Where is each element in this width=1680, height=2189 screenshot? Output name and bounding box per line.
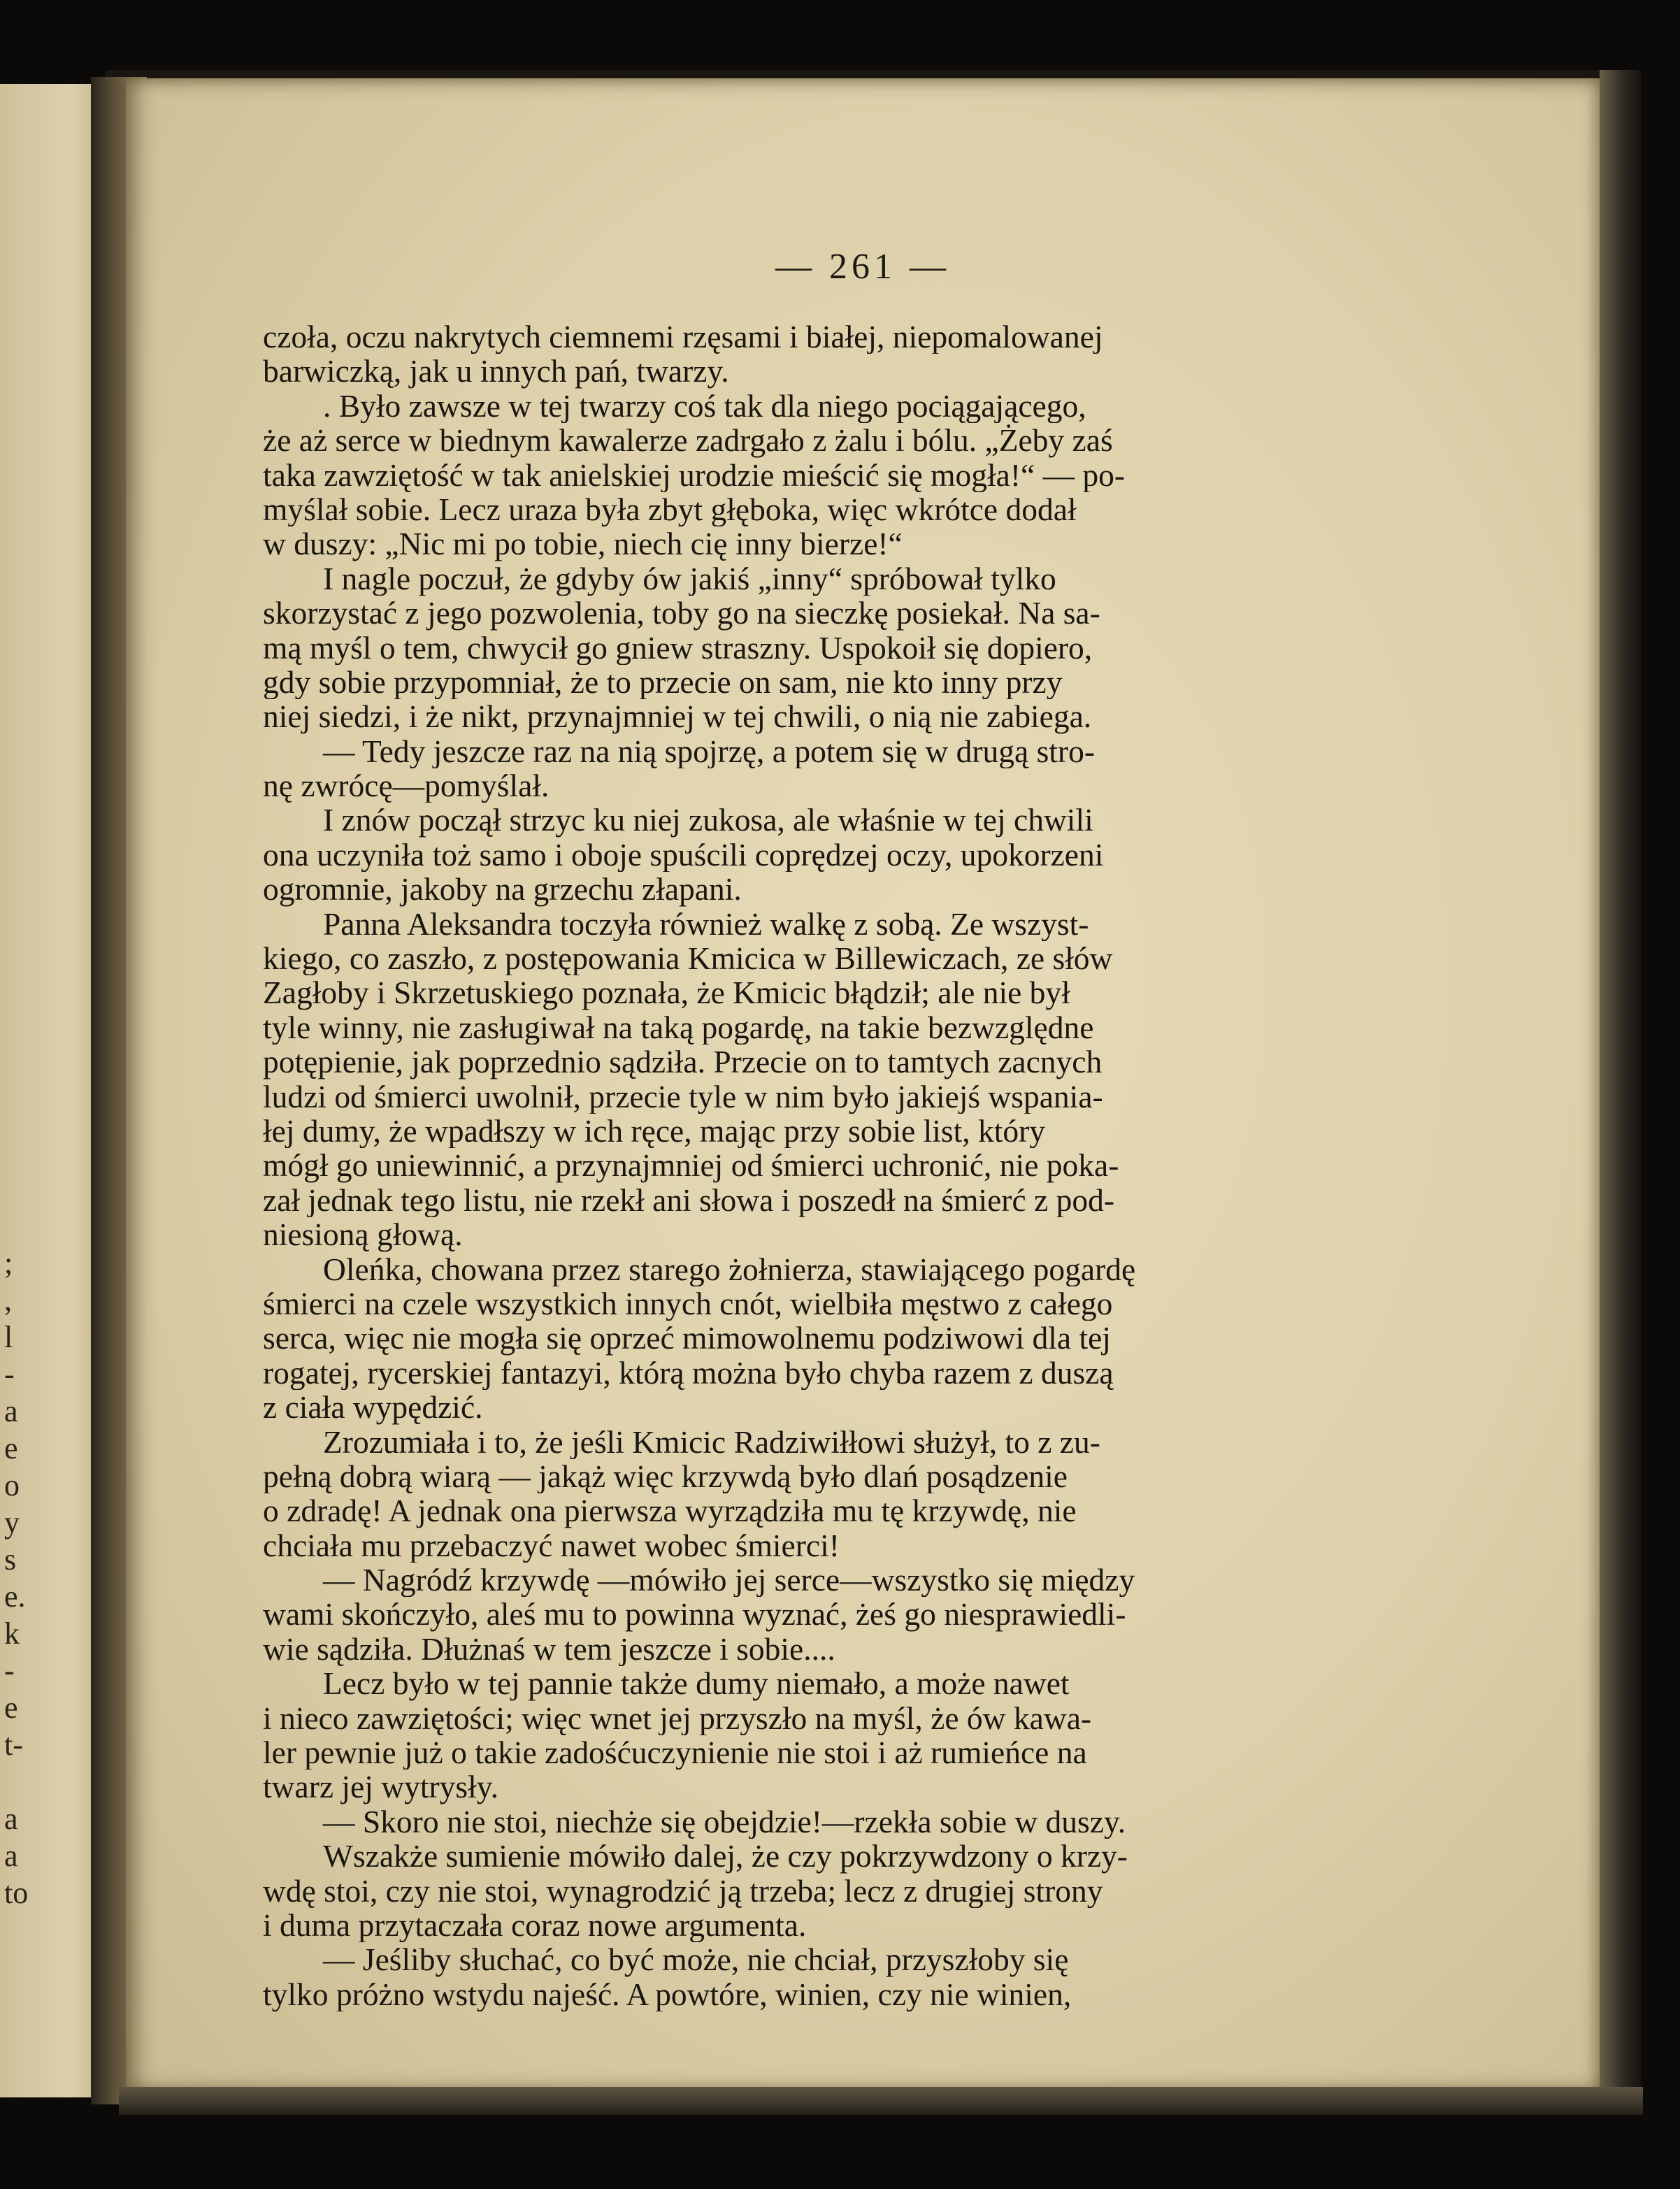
text-line: mógł go uniewinnić, a przynajmniej od śmierci uchronić, nie poka- [263, 1148, 1119, 1183]
left-page-fragment: e [4, 1691, 18, 1725]
text-line: z ciała wypędzić. [263, 1390, 483, 1425]
text-line: I nagle poczuł, że gdyby ów jakiś „inny“ spróbował tylko [323, 561, 1056, 596]
text-line: wami skończyło, aleś mu to powinna wyznać, żeś go niesprawiedli- [263, 1597, 1126, 1632]
body-text [263, 320, 1465, 2011]
text-line: — Jeśliby słuchać, co być może, nie chciał, przyszłoby się [323, 1942, 1069, 1977]
text-line: tyle winny, nie zasługiwał na taką pogardę, na takie bezwzględne [263, 1010, 1094, 1045]
text-line: potępienie, jak poprzednio sądziła. Przecie on to tamtych zacnych [263, 1045, 1103, 1079]
text-line: kiego, co zaszło, z postępowania Kmicica w Billewiczach, ze słów [263, 941, 1113, 976]
left-page-fragment: - [4, 1653, 15, 1688]
text-line: — Skoro nie stoi, niechże się obejdzie!—rzekła sobie w duszy. [323, 1804, 1126, 1839]
left-page-fragment: t- [4, 1728, 23, 1762]
left-page-fragment: to [4, 1876, 29, 1910]
text-line: śmierci na czele wszystkich innych cnót, wielbiła męstwo z całego [263, 1286, 1113, 1321]
text-line: że aż serce w biednym kawalerze zadrgało z żalu i bólu. „Żeby zaś [263, 423, 1113, 458]
text-line: Oleńka, chowana przez starego żołnierza, stawiającego pogardę [323, 1251, 1136, 1286]
text-line: w duszy: „Nic mi po tobie, niech cię inny bierze!“ [263, 526, 903, 561]
text-line: wdę stoi, czy nie stoi, wynagrodzić ją trzeba; lecz z drugiej strony [263, 1873, 1103, 1908]
text-line: rogatej, rycerskiej fantazyi, którą można było chyba razem z duszą [263, 1355, 1114, 1391]
text-line: skorzystać z jego pozwolenia, toby go na sieczkę posiekał. Na sa- [263, 596, 1100, 631]
left-page-fragment: ; [4, 1246, 13, 1280]
text-line: taka zawziętość w tak anielskiej urodzie mieścić się mogła!“ — po- [263, 457, 1126, 492]
text-line: twarz jej wytrysły. [263, 1770, 498, 1804]
left-page-fragment: - [4, 1357, 15, 1391]
right-page [126, 78, 1600, 2092]
text-line: Zrozumiała i to, że jeśli Kmicic Radziwiłłowi służył, to z zu- [323, 1424, 1100, 1459]
text-line: serca, więc nie mogła się oprzeć mimowolnemu podziwowi dla tej [263, 1321, 1111, 1356]
text-line: łej dumy, że wpadłszy w ich ręce, mając przy sobie list, który [263, 1113, 1046, 1149]
left-page-fragment [4, 1763, 32, 1800]
text-line: . Było zawsze w tej twarzy coś tak dla niego pociągającego, [323, 388, 1086, 424]
text-line: Wszakże sumienie mówiło dalej, że czy pokrzywdzony o krzy- [323, 1839, 1128, 1874]
left-page-fragment: y [4, 1505, 20, 1540]
left-page-fragment: a [4, 1802, 18, 1836]
text-line: ogromnie, jakoby na grzechu złapani. [263, 872, 742, 907]
text-line: — Nagródź krzywdę —mówiło jej serce—wszystko się między [323, 1563, 1135, 1598]
text-line: barwiczką, jak u innych pań, twarzy. [263, 354, 729, 389]
text-line: i duma przytaczała coraz nowe argumenta. [263, 1907, 807, 1943]
text-line: — Tedy jeszcze raz na nią spojrzę, a potem się w drugą stro- [323, 733, 1095, 769]
text-line: myślał sobie. Lecz uraza była zbyt głęboka, więc wkrótce dodał [263, 491, 1077, 527]
text-line: wie sądziła. Dłużnaś w tem jeszcze i sobie.... [263, 1631, 835, 1667]
text-line: niej siedzi, i że nikt, przynajmniej w tej chwili, o nią nie zabiega. [263, 699, 1092, 734]
text-line: chciała mu przebaczyć nawet wobec śmierci! [263, 1528, 840, 1563]
text-line: Panna Aleksandra toczyła również walkę z sobą. Ze wszyst- [323, 906, 1089, 942]
text-line: ona uczyniła toż samo i oboje spuścili coprędzej oczy, upokorzeni [263, 837, 1104, 873]
left-page-fragment: , [4, 1283, 12, 1317]
left-page-fragment: s [4, 1542, 17, 1577]
text-line: i nieco zawziętości; więc wnet jej przyszło na myśl, że ów kawa- [263, 1700, 1092, 1736]
left-page-text-fragments [4, 1244, 32, 1911]
text-line: ler pewnie już o takie zadośćuczynienie nie stoi i aż rumieńce na [263, 1735, 1087, 1770]
left-page-fragment: k [4, 1616, 20, 1651]
text-line: nę zwrócę—pomyślał. [263, 768, 550, 803]
text-line: I znów począł strzyc ku niej zukosa, ale właśnie w tej chwili [323, 803, 1093, 838]
text-line: czoła, oczu nakrytych ciemnemi rzęsami i białej, niepomalowanej [263, 320, 1103, 354]
text-line: pełną dobrą wiarą — jakąż więc krzywdą było dlań posądzenie [263, 1458, 1068, 1494]
text-line: tylko próżno wstydu najeść. A powtóre, winien, czy nie winien, [263, 1976, 1072, 2012]
text-line: gdy sobie przypomniał, że to przecie on sam, nie kto inny przy [263, 664, 1063, 700]
text-line: Lecz było w tej pannie także dumy niemało, a może nawet [323, 1666, 1070, 1701]
book-bottom-edge [119, 2087, 1643, 2115]
text-line: o zdradę! A jednak ona pierwsza wyrządziła mu tę krzywdę, nie [263, 1493, 1077, 1528]
book-cover-edge [1600, 70, 1642, 2111]
text-line: ludzi od śmierci uwolnił, przecie tyle w nim było jakiejś wspania- [263, 1079, 1103, 1114]
text-line: zał jednak tego listu, nie rzekł ani słowa i poszedł na śmierć z pod- [263, 1182, 1114, 1218]
left-page-fragment: a [4, 1394, 18, 1428]
left-page-fragment: l [4, 1320, 13, 1354]
left-page-fragment: o [4, 1468, 20, 1502]
left-page-fragment: a [4, 1839, 18, 1873]
page-number: — 261 — [775, 247, 950, 287]
text-line: niesioną głową. [263, 1217, 463, 1252]
left-page-fragment: e [4, 1431, 18, 1465]
text-line: mą myśl o tem, chwycił go gniew straszny. Uspokoił się dopiero, [263, 630, 1093, 665]
text-line: Zagłoby i Skrzetuskiego poznała, że Kmicic błądził; ale nie był [263, 975, 1070, 1010]
left-page-fragment: e. [4, 1579, 26, 1614]
